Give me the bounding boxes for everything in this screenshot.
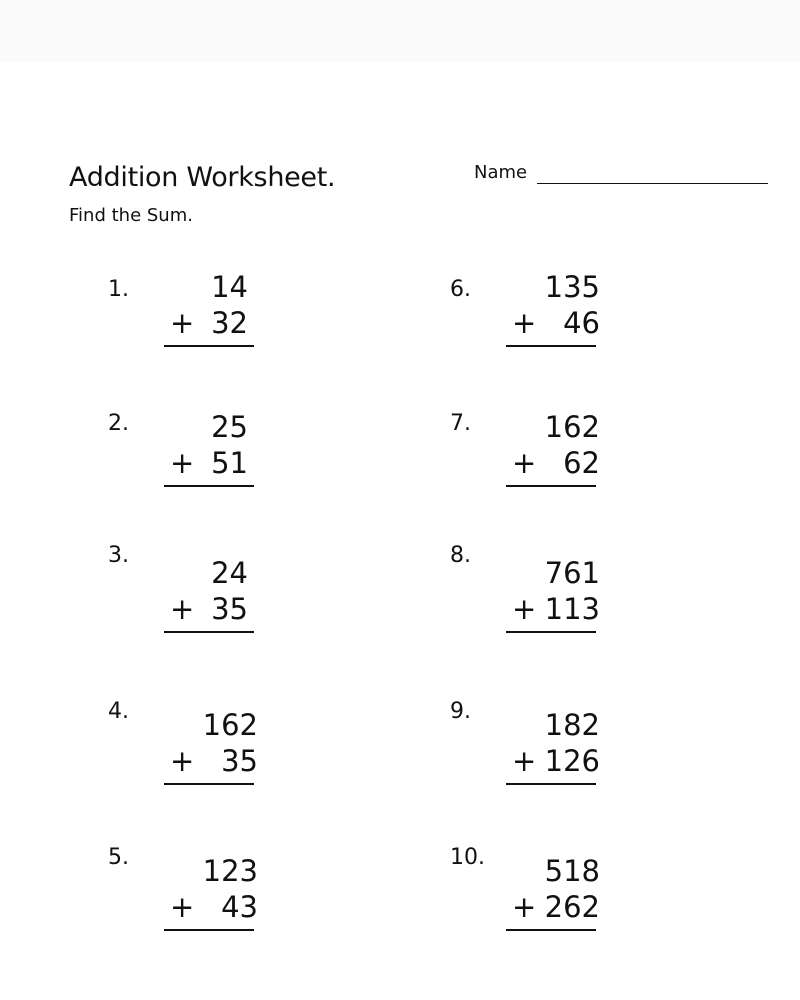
- sum-line: [506, 783, 596, 785]
- second-addend: 32: [211, 306, 248, 340]
- sum-line: [164, 783, 254, 785]
- problem-number: 3.: [108, 543, 129, 568]
- problem-number: 4.: [108, 699, 129, 724]
- plus-sign: +: [512, 446, 537, 480]
- plus-sign: +: [170, 592, 195, 626]
- plus-sign: +: [170, 744, 195, 778]
- problem-7: [450, 410, 650, 510]
- problem-3: [108, 543, 308, 656]
- worksheet-instruction: Find the Sum.: [69, 205, 193, 226]
- first-addend: 162: [202, 708, 258, 742]
- first-addend: 518: [544, 854, 600, 888]
- problem-10: [450, 845, 650, 954]
- problem-9: [450, 699, 650, 808]
- problem-5: [108, 845, 308, 954]
- problem-2: [108, 410, 308, 510]
- problem-number: 9.: [450, 699, 471, 724]
- problem-number: 6.: [450, 277, 471, 302]
- first-addend: 135: [544, 270, 600, 304]
- plus-sign: +: [512, 890, 537, 924]
- name-field-line[interactable]: [537, 183, 768, 184]
- first-addend: 761: [544, 556, 600, 590]
- second-addend: 126: [544, 744, 600, 778]
- plus-sign: +: [170, 306, 195, 340]
- second-addend: 46: [563, 306, 600, 340]
- plus-sign: +: [512, 306, 537, 340]
- sum-line: [506, 631, 596, 633]
- second-addend: 43: [221, 890, 258, 924]
- second-addend: 35: [221, 744, 258, 778]
- problem-number: 5.: [108, 845, 129, 870]
- second-addend: 51: [211, 446, 248, 480]
- second-addend: 262: [544, 890, 600, 924]
- worksheet-title: Addition Worksheet.: [69, 162, 336, 193]
- problem-number: 7.: [450, 411, 471, 436]
- problem-8: [450, 543, 650, 656]
- sum-line: [506, 929, 596, 931]
- plus-sign: +: [170, 446, 195, 480]
- first-addend: 25: [211, 410, 248, 444]
- problem-4: [108, 699, 308, 808]
- second-addend: 35: [211, 592, 248, 626]
- sum-line: [506, 345, 596, 347]
- sum-line: [164, 345, 254, 347]
- sum-line: [506, 485, 596, 487]
- name-label: Name: [474, 162, 528, 183]
- sum-line: [164, 485, 254, 487]
- problem-6: [450, 270, 650, 370]
- first-addend: 182: [544, 708, 600, 742]
- plus-sign: +: [512, 744, 537, 778]
- plus-sign: +: [170, 890, 195, 924]
- problem-number: 10.: [450, 845, 485, 870]
- problem-number: 2.: [108, 411, 129, 436]
- first-addend: 14: [211, 270, 248, 304]
- sum-line: [164, 929, 254, 931]
- page-top-band: [0, 0, 800, 62]
- problem-number: 8.: [450, 543, 471, 568]
- second-addend: 113: [544, 592, 600, 626]
- problem-number: 1.: [108, 277, 129, 302]
- problem-1: [108, 270, 308, 370]
- second-addend: 62: [563, 446, 600, 480]
- sum-line: [164, 631, 254, 633]
- first-addend: 24: [211, 556, 248, 590]
- plus-sign: +: [512, 592, 537, 626]
- first-addend: 123: [202, 854, 258, 888]
- first-addend: 162: [544, 410, 600, 444]
